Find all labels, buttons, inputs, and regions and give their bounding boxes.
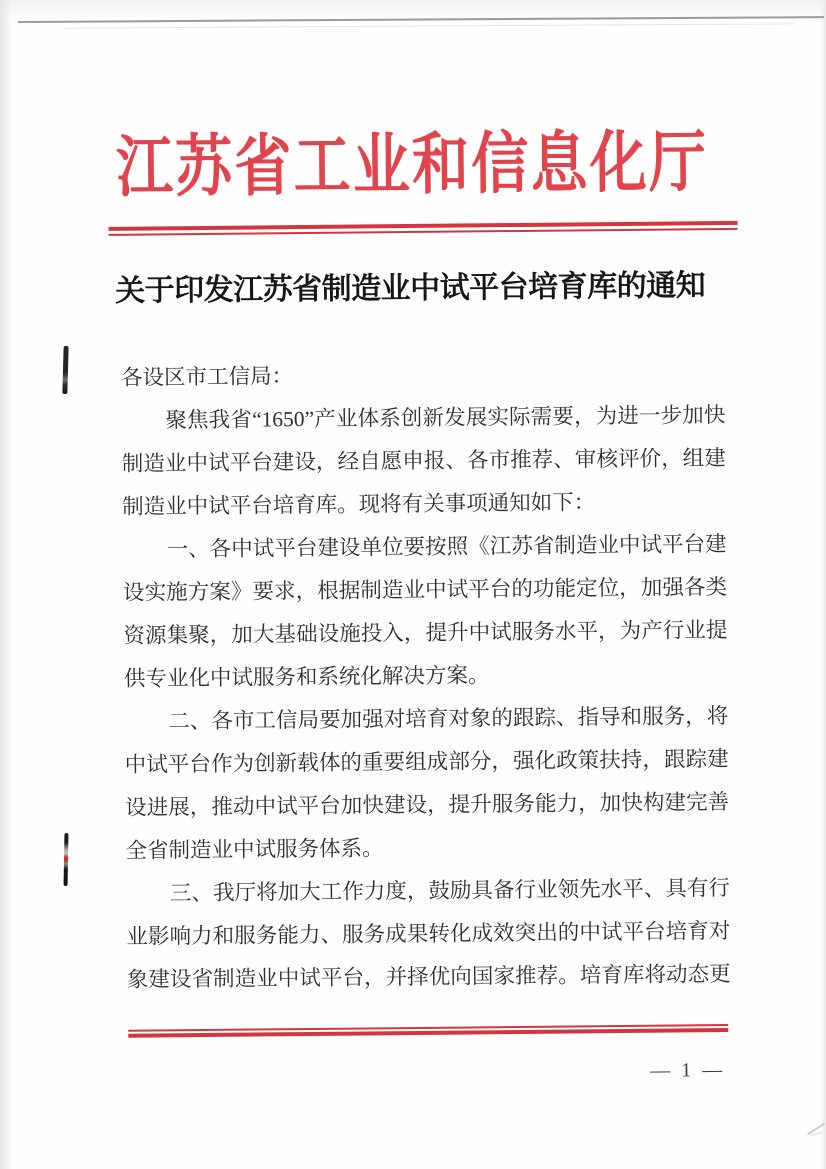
body-line: 供专业化中试服务和系统化解决方案。 xyxy=(123,663,490,691)
body-line: 制造业中试平台建设，经自愿申报、各市推荐、审核评价，组建 xyxy=(121,445,726,476)
body-line: 设进展，推动中试平台加快建设，提升服务能力，加快构建完善 xyxy=(125,789,730,820)
body-line: 资源集聚，加大基础设施投入，提升中试服务水平，为产行业提 xyxy=(123,617,728,648)
body-line: 一、各中试平台建设单位要按照《江苏省制造业中试平台建 xyxy=(166,531,727,562)
page-number: — 1 — xyxy=(650,1059,726,1082)
body-line: 业影响力和服务能力、服务成果转化成效突出的中试平台培育对 xyxy=(126,918,731,949)
footer-double-rule xyxy=(128,1024,728,1038)
body-line: 象建设省制造业中试平台，并择优向国家推荐。培育库将动态更 xyxy=(126,961,731,992)
document-title: 关于印发江苏省制造业中试平台培育库的通知 xyxy=(115,269,706,308)
body-line: 全省制造业中试服务体系。 xyxy=(125,836,384,863)
body-line: 设实施方案》要求，根据制造业中试平台的功能定位，加强各类 xyxy=(122,574,728,605)
document-body xyxy=(121,351,731,1002)
body-line: 二、各市工信局要加强对培育对象的跟踪、指导和服务，将 xyxy=(168,703,729,734)
body-line: 制造业中试平台培育库。现将有关事项通知如下： xyxy=(122,490,596,519)
body-line: 中试平台作为创新载体的重要组成部分，强化政策扶持，跟踪建 xyxy=(124,746,729,777)
body-line: 聚焦我省“1650”产业体系创新发展实际需要，为进一步加快 xyxy=(165,402,726,433)
letterhead-title: 江苏省工业和信息化厅 xyxy=(115,125,707,206)
body-line: 各设区市工信局： xyxy=(120,364,294,390)
body-line: 三、我厅将加大工作力度，鼓励具备行业领先水平、具有行 xyxy=(169,875,731,906)
letterhead-double-rule xyxy=(109,221,738,236)
